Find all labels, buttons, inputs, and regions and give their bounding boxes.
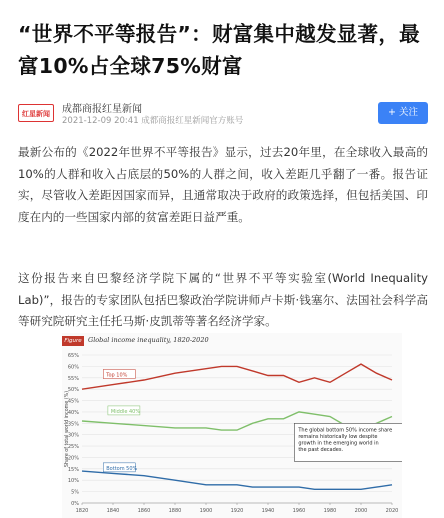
series-label-2: Bottom 50%: [106, 465, 138, 472]
x-tick-label: 2000: [354, 508, 368, 514]
follow-button[interactable]: + 关注: [378, 102, 428, 124]
y-tick-label: 25%: [67, 444, 79, 451]
inequality-line-chart: [62, 333, 402, 518]
y-tick-label: 65%: [67, 353, 79, 359]
article-title: “世界不平等报告”：财富集中越发显著，最富10%占全球75%财富: [18, 22, 420, 78]
x-tick-label: 1920: [230, 508, 244, 514]
series-label-1: Middle 40%: [110, 408, 141, 415]
y-tick-label: 5%: [71, 489, 79, 496]
y-tick-label: 10%: [67, 478, 79, 485]
figure-title: Global income inequality, 1820-2020: [88, 336, 209, 344]
x-tick-label: 1860: [137, 508, 151, 514]
y-tick-label: 15%: [67, 466, 79, 473]
figure-tag: Figure 2: [62, 336, 84, 346]
source-logo[interactable]: 红星新闻: [18, 104, 54, 122]
source-meta: 2021-12-09 20:41 成都商报红星新闻官方账号: [62, 116, 244, 126]
x-tick-label: 1820: [75, 508, 89, 514]
y-tick-label: 55%: [67, 375, 79, 382]
y-tick-label: 0%: [71, 501, 79, 507]
x-tick-label: 1940: [261, 508, 275, 514]
x-tick-label: 1840: [106, 508, 120, 514]
x-tick-label: 1960: [292, 508, 306, 514]
series-label-0: Top 10%: [106, 372, 128, 379]
inequality-figure: [62, 333, 402, 518]
y-tick-label: 35%: [67, 421, 79, 428]
x-tick-label: 1880: [168, 508, 182, 514]
source-row: [18, 100, 428, 126]
x-tick-label: 1900: [199, 508, 213, 514]
y-tick-label: 50%: [67, 387, 79, 394]
y-tick-label: 45%: [67, 398, 79, 405]
y-tick-label: 60%: [67, 364, 79, 371]
article-paragraph-2: 这份报告来自巴黎经济学院下属的“世界不平等实验室(World Inequality Lab)”，报告的专家团队包括巴黎政治学院讲师卢卡斯·钱塞尔、法国社会科学高等研究院研究主任托马斯·皮凯蒂等著名经济学家。: [18, 271, 428, 328]
y-tick-label: 40%: [67, 409, 79, 416]
x-tick-label: 2020: [385, 508, 399, 514]
annotation-text: The global bottom 50% income share remains historically low despite growth in the emerging world in the past decades.: [298, 427, 393, 453]
y-tick-label: 20%: [67, 455, 79, 462]
article-paragraph-1: 最新公布的《2022年世界不平等报告》显示，过去20年里，在全球收入最高的10%的人群和收入占底层的50%的人群之间，收入差距几乎翻了一番。报告证实，尽管收入差距因国家而异，且通常取决于政府的政策选择，但包括美国、印度在内的一些国家内部的贫富差距日益严重。: [18, 145, 428, 224]
y-axis-label: Share of total world income (%): [65, 390, 70, 468]
y-tick-label: 30%: [67, 432, 79, 439]
x-tick-label: 1980: [323, 508, 337, 514]
source-name[interactable]: 成都商报红星新闻: [62, 104, 142, 115]
